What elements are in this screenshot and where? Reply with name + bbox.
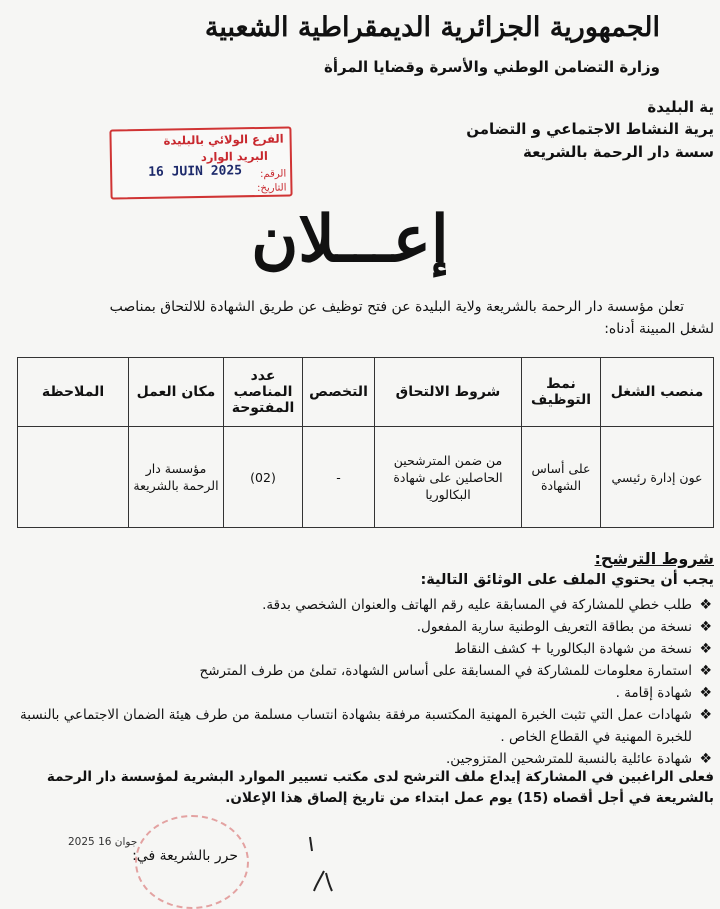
list-item: ❖ شهادات عمل التي تثبت الخبرة المهنية المكتسبة مرفقة بشهادة انتساب مسلمة من طرف هيئة الضمان الاجتماعي بالنسبة للخبرة المهنية في القطاع الخاص .	[14, 704, 714, 748]
positions-table	[17, 357, 714, 528]
reception-stamp	[109, 126, 292, 199]
submission-instructions: فعلى الراغبين في المشاركة إيداع ملف الترشح لدى مكتب تسيير الموارد البشرية لمؤسسة دار الرحمة بالشريعة في أجل أقصاه (15) يوم عمل ابتداء من تاريخ إلصاق هذا الإعلان.	[46, 769, 714, 806]
header-position: منصب الشغل	[601, 358, 714, 427]
cell-position: عون إدارة رئيسي	[601, 427, 714, 528]
diamond-bullet-icon: ❖	[699, 641, 712, 657]
header-conditions: شروط الالتحاق	[375, 358, 522, 427]
announcement-title: إعـــلان	[251, 202, 449, 277]
signed-at-label: حرر بالشريعة في:	[132, 848, 238, 864]
list-item: ❖ شهادة عائلية بالنسبة للمترشحين المتزوجين.	[14, 748, 714, 770]
table-row	[18, 427, 714, 528]
diamond-bullet-icon: ❖	[699, 619, 712, 635]
list-item: ❖ طلب خطي للمشاركة في المسابقة عليه رقم الهاتف والعنوان الشخصي بدقة.	[14, 594, 714, 616]
signature-mark	[302, 833, 338, 893]
header-recruitment-mode: نمط التوظيف	[522, 358, 601, 427]
conditions-subtitle: يجب أن يحتوي الملف على الوثائق التالية:	[420, 572, 714, 588]
republic-title: الجمهورية الجزائرية الديمقراطية الشعبية	[204, 12, 660, 43]
cell-conditions: من ضمن المترشحين الحاصلين على شهادة البكالوريا	[375, 427, 522, 528]
header-workplace: مكان العمل	[129, 358, 224, 427]
wilaya-name: ية البليدة	[647, 98, 714, 116]
diamond-bullet-icon: ❖	[699, 751, 712, 767]
ministry-name: وزارة التضامن الوطني والأسرة وقضايا المرأة	[324, 58, 660, 76]
direction-name: يرية النشاط الاجتماعي و التضامن	[466, 120, 714, 138]
diamond-bullet-icon: ❖	[699, 663, 712, 679]
conditions-title: شروط الترشح:	[594, 549, 714, 568]
list-item: ❖ استمارة معلومات للمشاركة في المسابقة على أساس الشهادة، تملئ من طرف المترشح	[14, 660, 714, 682]
cell-notes	[18, 427, 129, 528]
signature-date: 2025 جوان 16	[68, 836, 138, 848]
stamp-date: 16 JUIN 2025	[148, 163, 243, 180]
cell-workplace: مؤسسة دار الرحمة بالشريعة	[129, 427, 224, 528]
diamond-bullet-icon: ❖	[699, 597, 712, 613]
header-notes: الملاحظة	[18, 358, 129, 427]
cell-recruitment-mode: على أساس الشهادة	[522, 427, 601, 528]
intro-line-1: تعلن مؤسسة دار الرحمة بالشريعة ولاية البليدة عن فتح توظيف عن طريق الشهادة للالتحاق بمناصب	[109, 299, 684, 315]
stamp-line-2: البريد الوارد	[200, 148, 269, 165]
cell-open-posts: (02)	[224, 427, 303, 528]
list-item: ❖ شهادة إقامة .	[14, 682, 714, 704]
diamond-bullet-icon: ❖	[699, 707, 712, 723]
stamp-line-1: الفرع الولائي بالبليدة	[163, 131, 284, 148]
documents-list	[14, 594, 714, 770]
table-header-row	[18, 358, 714, 427]
intro-line-2: لشغل المبينة أدناه:	[604, 321, 714, 337]
diamond-bullet-icon: ❖	[699, 685, 712, 701]
stamp-date-label: التاريخ:	[257, 182, 287, 195]
header-open-posts: عدد المناصب المفتوحة	[224, 358, 303, 427]
header-specialty: التخصص	[303, 358, 375, 427]
establishment-name: سسة دار الرحمة بالشريعة	[522, 143, 714, 161]
intro-paragraph	[14, 296, 714, 340]
cell-specialty: -	[303, 427, 375, 528]
list-item: ❖ نسخة من بطاقة التعريف الوطنية سارية المفعول.	[14, 616, 714, 638]
stamp-number-label: الرقم:	[259, 168, 287, 180]
list-item: ❖ نسخة من شهادة البكالوريا + كشف النقاط	[14, 638, 714, 660]
